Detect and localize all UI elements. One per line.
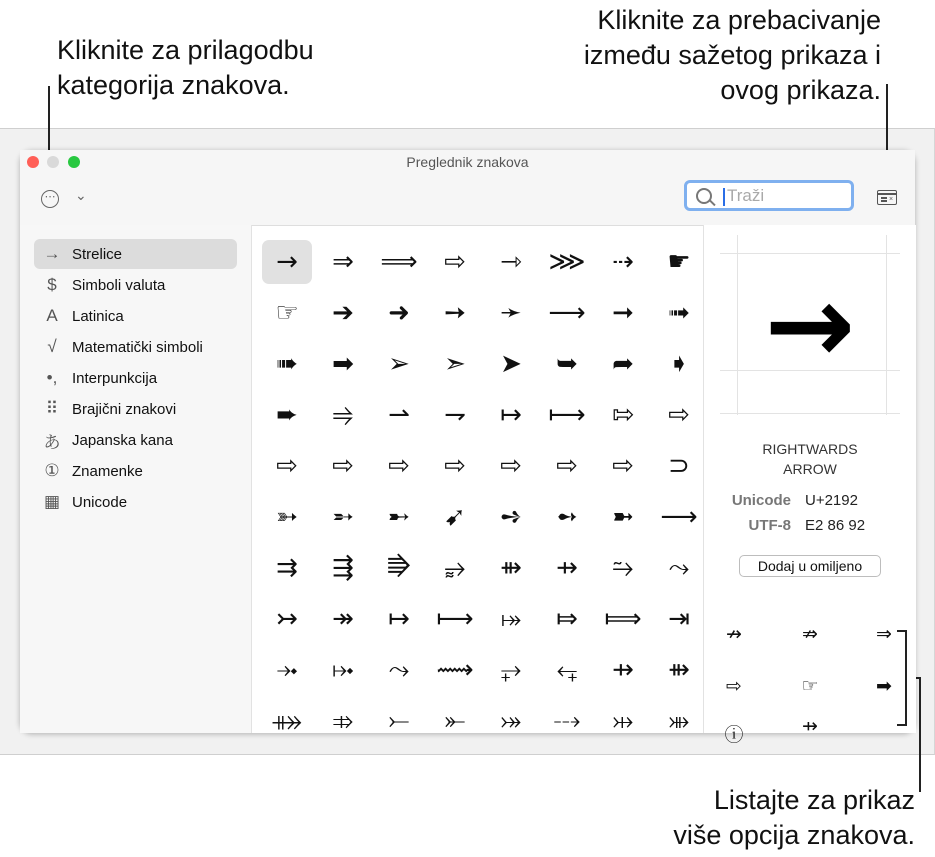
sidebar-item-label: Brajični znakovi (72, 400, 177, 418)
character-preview (720, 235, 900, 415)
related-character[interactable]: ↛ (726, 623, 742, 645)
character-name-line: RIGHTWARDS (762, 441, 858, 457)
character-cell[interactable]: ⤜ (444, 706, 466, 736)
character-cell[interactable]: ⥆ (556, 655, 578, 685)
character-cell[interactable]: ⤔ (612, 706, 634, 736)
character-cell[interactable]: ➥ (556, 349, 578, 379)
sidebar-item[interactable] (34, 363, 237, 393)
callout-line: Listajte za prikaz (713, 785, 915, 815)
character-cell[interactable]: ⇰ (612, 400, 634, 430)
guide-line (720, 413, 900, 414)
related-character[interactable]: ☞ (801, 675, 819, 697)
character-cell[interactable]: ➙ (444, 298, 466, 328)
preview-glyph: → (764, 263, 856, 388)
character-name-line: ARROW (783, 461, 837, 477)
character-cell[interactable]: ⤏ (553, 706, 581, 736)
character-cell[interactable]: ⥤ (332, 400, 354, 430)
sidebar-item[interactable] (34, 456, 237, 486)
guide-line (720, 253, 900, 254)
category-icon: •, (46, 368, 58, 387)
character-cell[interactable]: ⇁ (444, 400, 466, 430)
category-icon: → (43, 244, 61, 263)
character-cell[interactable]: ⟶ (548, 298, 586, 328)
character-cell[interactable]: ⇒ (332, 247, 354, 277)
character-cell[interactable]: ➛ (500, 298, 522, 328)
character-cell[interactable]: ⇉ (276, 553, 298, 583)
unicode-value: U+2192 (805, 492, 858, 509)
related-character[interactable]: ➡ (876, 675, 892, 697)
character-cell[interactable]: ⇨ (444, 451, 466, 481)
character-cell[interactable]: ☞ (275, 298, 299, 328)
toggle-view-icon[interactable]: × (877, 190, 897, 205)
related-character[interactable]: ⇸ (802, 715, 818, 737)
character-cell[interactable]: ⋙ (548, 247, 586, 277)
character-viewer-window (20, 150, 915, 746)
character-cell[interactable]: ➜ (388, 298, 410, 328)
callout-line: ovog prikaza. (720, 75, 881, 105)
character-cell[interactable]: ⥵ (444, 553, 466, 583)
related-character[interactable]: ⇏ (802, 623, 818, 645)
character-cell[interactable]: ⇸ (612, 655, 634, 685)
character-cell[interactable]: ➨ (276, 400, 298, 430)
character-cell[interactable]: ⇸ (556, 553, 578, 583)
character-cell[interactable]: ⟹ (380, 247, 418, 277)
character-cell[interactable]: ⤠ (332, 655, 354, 685)
character-cell[interactable]: ⤁ (272, 706, 302, 736)
sidebar-item[interactable] (34, 270, 237, 300)
character-cell[interactable]: ⭆ (387, 553, 411, 583)
character-cell[interactable]: ⟿ (436, 655, 474, 685)
category-sidebar (20, 225, 252, 733)
character-cell[interactable]: ➢ (388, 349, 410, 379)
character-cell[interactable]: ↦ (388, 604, 410, 634)
scroll-bracket (897, 630, 907, 726)
character-cell[interactable]: ➺ (500, 502, 522, 532)
character-cell[interactable]: ⇶ (332, 553, 354, 583)
callout-customize (57, 33, 314, 103)
category-icon: A (46, 306, 58, 325)
character-cell[interactable]: ⤕ (668, 706, 690, 736)
sidebar-item[interactable] (34, 239, 237, 269)
sidebar-item-label: Matematički simboli (72, 338, 203, 356)
related-character[interactable]: ⇒ (876, 623, 892, 645)
character-cell[interactable]: ⇻ (500, 553, 522, 583)
character-cell[interactable]: ⇨ (668, 400, 690, 430)
chevron-down-icon[interactable]: ⌄ (75, 187, 87, 203)
callout-scroll (673, 783, 915, 853)
character-cell[interactable]: ⥅ (500, 655, 522, 685)
search-input[interactable] (727, 185, 837, 207)
character-cell[interactable]: ➔ (332, 298, 354, 328)
character-cell[interactable]: ➻ (556, 502, 578, 532)
sidebar-item[interactable] (34, 301, 237, 331)
sidebar-item[interactable] (34, 332, 237, 362)
category-icon: ① (44, 461, 60, 480)
sidebar-item-label: Latinica (72, 307, 124, 325)
sidebar-item[interactable] (34, 394, 237, 424)
character-detail-panel (703, 225, 916, 746)
character-cell[interactable]: ➸ (388, 502, 410, 532)
add-to-favorites-button[interactable]: Dodaj u omiljeno (739, 555, 881, 577)
more-options-icon[interactable]: ⋯ (41, 190, 59, 208)
titlebar (20, 150, 915, 226)
sidebar-item-label: Unicode (72, 493, 128, 511)
character-cell[interactable]: ⤳ (668, 553, 690, 583)
character-cell[interactable]: ➹ (444, 502, 466, 532)
character-cell[interactable]: ➳ (276, 502, 298, 532)
character-name (704, 439, 916, 479)
callout-line: Kliknite za prilagodbu (57, 35, 314, 65)
character-cell[interactable]: ⊃ (668, 451, 690, 481)
character-cell[interactable]: ⟼ (548, 400, 586, 430)
character-cell[interactable]: ⤃ (332, 706, 354, 736)
character-cell[interactable]: ↦ (500, 400, 522, 430)
sidebar-item-label: Strelice (72, 245, 123, 263)
text-caret (723, 188, 725, 206)
callout-toggle-view (584, 3, 881, 108)
character-cell[interactable]: ↣ (276, 604, 298, 634)
character-cell[interactable]: ⤳ (388, 655, 410, 685)
character-cell[interactable]: ↠ (332, 604, 354, 634)
sidebar-item[interactable] (34, 487, 237, 517)
character-cell[interactable]: ⇨ (444, 247, 466, 277)
character-cell[interactable]: ➵ (332, 502, 354, 532)
character-cell[interactable]: ⇻ (668, 655, 690, 685)
search-icon (696, 188, 712, 204)
character-cell[interactable]: ⇨ (332, 451, 354, 481)
character-cell[interactable]: ⇨ (388, 451, 410, 481)
callout-line: Kliknite za prebacivanje (597, 5, 881, 35)
character-cell[interactable]: ➤ (500, 349, 522, 379)
character-cell[interactable]: ⇨ (612, 451, 634, 481)
category-icon: ⠿ (45, 399, 59, 418)
search-field[interactable] (684, 180, 854, 211)
sidebar-item[interactable] (34, 425, 237, 455)
character-cell[interactable]: ⥲ (612, 553, 634, 583)
window-title: Preglednik znakova (406, 154, 529, 170)
callout-line: više opcija znakova. (673, 820, 915, 850)
category-icon: √ (47, 337, 57, 356)
sidebar-item-label: Simboli valuta (72, 276, 166, 294)
character-cell[interactable]: ⟶ (660, 502, 698, 532)
character-cell[interactable]: ➧ (668, 349, 690, 379)
character-cell[interactable]: ⤅ (500, 604, 522, 634)
character-grid[interactable] (252, 225, 703, 736)
character-cell[interactable]: ⇨ (500, 451, 522, 481)
sidebar-item-label: Japanska kana (72, 431, 173, 449)
character-cell[interactable]: ☛ (667, 247, 691, 277)
character-cell[interactable]: ➡ (332, 349, 354, 379)
character-cell[interactable]: ⤚ (388, 706, 410, 736)
character-cell[interactable]: ➦ (612, 349, 634, 379)
character-cell[interactable]: ➞ (612, 298, 634, 328)
character-cell[interactable]: ⤇ (556, 604, 578, 634)
character-cell[interactable]: ⤖ (500, 706, 522, 736)
character-cell[interactable]: ⇥ (668, 604, 690, 634)
character-cell[interactable]: ➟ (668, 298, 690, 328)
utf8-label: UTF-8 (748, 517, 791, 534)
utf8-value: E2 86 92 (805, 517, 866, 534)
category-icon: ▦ (43, 492, 61, 511)
callout-line: kategorija znakova. (57, 70, 290, 100)
category-icon: あ (43, 432, 61, 452)
related-character[interactable]: ⇨ (726, 675, 742, 697)
related-character[interactable]: ⓘ (724, 724, 744, 746)
character-cell[interactable]: → (262, 240, 312, 284)
character-cell[interactable]: ⟼ (436, 604, 474, 634)
sidebar-item-label: Znamenke (72, 462, 143, 480)
sidebar-item-label: Interpunkcija (72, 369, 158, 387)
character-cell[interactable]: ⇀ (388, 400, 410, 430)
leader-line-scroll (919, 677, 921, 792)
character-cell[interactable]: ⇨ (276, 451, 298, 481)
character-cell[interactable]: ⇨ (556, 451, 578, 481)
character-cell[interactable]: ⇢ (612, 247, 634, 277)
character-cell[interactable]: ➼ (612, 502, 634, 532)
character-cell[interactable]: ⇾ (500, 247, 522, 277)
character-cell[interactable]: ➠ (276, 349, 298, 379)
category-icon: $ (47, 275, 57, 294)
callout-line: između sažetog prikaza i (583, 40, 881, 70)
character-cell[interactable]: ➣ (444, 349, 466, 379)
character-cell[interactable]: ⟾ (604, 604, 642, 634)
character-cell[interactable]: ⤞ (276, 655, 298, 685)
unicode-label: Unicode (731, 492, 791, 509)
